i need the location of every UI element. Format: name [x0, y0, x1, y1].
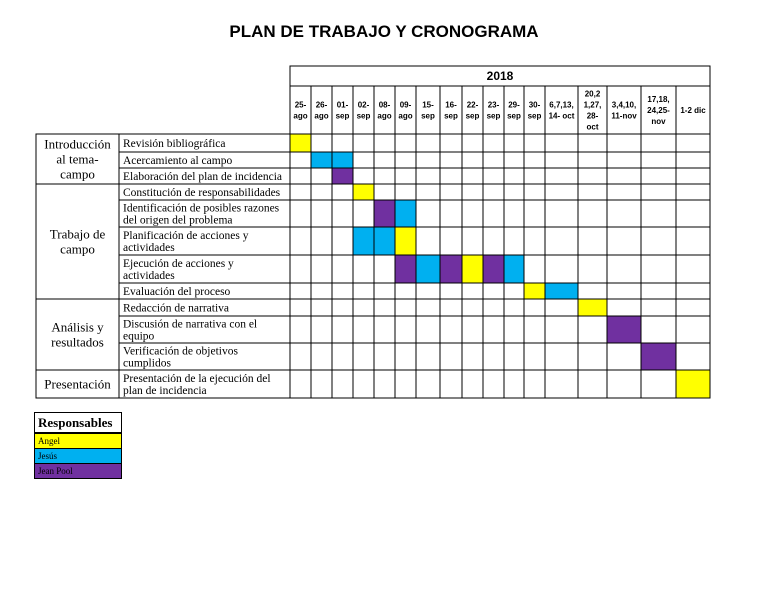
week-label: 30-sep: [527, 100, 542, 121]
schedule-cell: [504, 134, 524, 152]
week-label: 08-ago: [377, 100, 392, 121]
schedule-cell: [332, 299, 353, 316]
week-header-cell: [440, 86, 462, 134]
week-label: 1-2 dic: [680, 105, 706, 115]
schedule-cell: [607, 370, 641, 398]
schedule-cell: [416, 370, 440, 398]
schedule-cell: [607, 168, 641, 184]
schedule-cell-jesus: [311, 152, 332, 168]
schedule-cell: [374, 184, 395, 200]
schedule-cell: [311, 299, 332, 316]
schedule-cell: [462, 152, 483, 168]
schedule-cell: [374, 343, 395, 370]
schedule-cell: [545, 152, 578, 168]
activity-label: Discusión de narrativa con el equipo: [123, 318, 258, 343]
schedule-cell-jesus: [374, 227, 395, 255]
schedule-cell: [290, 343, 311, 370]
schedule-cell: [607, 255, 641, 283]
schedule-cell: [483, 316, 504, 343]
activity-label: Acercamiento al campo: [123, 155, 233, 168]
schedule-cell: [578, 168, 607, 184]
schedule-cell: [416, 168, 440, 184]
schedule-cell: [416, 134, 440, 152]
schedule-cell: [332, 370, 353, 398]
schedule-cell: [607, 200, 641, 227]
schedule-cell: [440, 168, 462, 184]
schedule-cell: [578, 255, 607, 283]
schedule-cell: [416, 283, 440, 299]
schedule-cell-jesus: [416, 255, 440, 283]
schedule-cell: [676, 227, 710, 255]
schedule-cell: [676, 184, 710, 200]
schedule-cell: [462, 227, 483, 255]
schedule-cell: [607, 134, 641, 152]
schedule-cell: [290, 283, 311, 299]
schedule-cell: [545, 343, 578, 370]
schedule-cell: [545, 299, 578, 316]
week-header-cell: [483, 86, 504, 134]
schedule-cell: [676, 134, 710, 152]
schedule-cell: [311, 200, 332, 227]
activity-label: Ejecución de acciones y actividades: [123, 258, 234, 283]
schedule-cell: [311, 370, 332, 398]
schedule-cell: [353, 370, 374, 398]
schedule-cell: [676, 283, 710, 299]
schedule-cell-jeanpool: [395, 255, 416, 283]
schedule-cell: [395, 283, 416, 299]
schedule-cell: [504, 184, 524, 200]
phase-label: Introducción al tema-campo: [44, 136, 111, 182]
schedule-cell: [416, 227, 440, 255]
schedule-cell: [353, 134, 374, 152]
schedule-cell: [311, 343, 332, 370]
schedule-cell: [462, 299, 483, 316]
week-header-cell: [311, 86, 332, 134]
schedule-cell: [483, 200, 504, 227]
schedule-cell: [578, 343, 607, 370]
schedule-cell: [607, 299, 641, 316]
schedule-cell: [545, 255, 578, 283]
schedule-cell: [676, 255, 710, 283]
schedule-cell: [374, 255, 395, 283]
schedule-cell: [290, 255, 311, 283]
schedule-cell: [353, 283, 374, 299]
schedule-cell: [524, 184, 545, 200]
schedule-cell: [311, 283, 332, 299]
schedule-cell: [524, 370, 545, 398]
phase-label: Análisis y resultados: [51, 319, 104, 350]
schedule-cell: [440, 227, 462, 255]
schedule-cell: [395, 299, 416, 316]
schedule-cell: [524, 200, 545, 227]
week-header-cell: [290, 86, 311, 134]
schedule-cell: [483, 168, 504, 184]
schedule-cell: [578, 134, 607, 152]
schedule-cell: [440, 299, 462, 316]
page-title: PLAN DE TRABAJO Y CRONOGRAMA: [229, 22, 539, 41]
week-label: 16-sep: [444, 100, 458, 121]
week-header-cell: [607, 86, 641, 134]
schedule-cell: [395, 184, 416, 200]
schedule-cell: [332, 316, 353, 343]
schedule-cell: [524, 255, 545, 283]
schedule-cell: [578, 316, 607, 343]
schedule-cell: [607, 152, 641, 168]
schedule-cell: [545, 134, 578, 152]
activity-label: Identificación de posibles razones del origen del problema: [123, 202, 280, 227]
schedule-cell: [676, 343, 710, 370]
schedule-cell: [440, 200, 462, 227]
legend-item-angel: Angel: [35, 433, 121, 448]
week-label: 25-ago: [293, 100, 308, 121]
schedule-cell: [290, 316, 311, 343]
schedule-cell: [395, 168, 416, 184]
schedule-cell-jeanpool: [440, 255, 462, 283]
schedule-cell: [483, 299, 504, 316]
schedule-cell: [332, 184, 353, 200]
schedule-cell: [641, 134, 676, 152]
schedule-cell: [524, 134, 545, 152]
schedule-cell: [545, 316, 578, 343]
schedule-cell: [545, 200, 578, 227]
schedule-cell: [641, 299, 676, 316]
schedule-cell: [504, 370, 524, 398]
week-header-cell: [332, 86, 353, 134]
schedule-cell: [524, 316, 545, 343]
schedule-cell-jeanpool: [374, 200, 395, 227]
schedule-cell: [504, 316, 524, 343]
legend: [34, 412, 122, 479]
schedule-cell: [440, 134, 462, 152]
schedule-cell-jeanpool: [607, 316, 641, 343]
activity-label: Presentación de la ejecución del plan de incidencia: [123, 373, 271, 398]
schedule-cell: [332, 283, 353, 299]
schedule-cell: [311, 227, 332, 255]
schedule-cell: [374, 316, 395, 343]
schedule-cell: [462, 200, 483, 227]
schedule-cell: [395, 370, 416, 398]
schedule-cell: [524, 168, 545, 184]
activity-label: Redacción de narrativa: [123, 302, 229, 315]
schedule-cell: [462, 316, 483, 343]
activity-label: Verificación de objetivos cumplidos: [123, 345, 238, 370]
schedule-cell: [374, 299, 395, 316]
week-label: 26-ago: [314, 100, 329, 121]
schedule-cell: [416, 343, 440, 370]
schedule-cell: [416, 200, 440, 227]
schedule-cell: [290, 227, 311, 255]
activity-label: Planificación de acciones y actividades: [123, 230, 249, 255]
year-label: 2018: [486, 69, 514, 83]
schedule-cell: [332, 255, 353, 283]
schedule-cell: [641, 184, 676, 200]
schedule-cell-jesus: [545, 283, 578, 299]
schedule-cell: [676, 168, 710, 184]
schedule-cell-angel: [353, 184, 374, 200]
schedule-cell: [440, 184, 462, 200]
schedule-cell: [578, 184, 607, 200]
schedule-cell: [676, 152, 710, 168]
schedule-cell: [353, 200, 374, 227]
schedule-cell: [290, 299, 311, 316]
week-label: 3,4,10, 11-nov: [611, 100, 637, 121]
schedule-cell: [353, 316, 374, 343]
schedule-cell: [676, 299, 710, 316]
week-label: 20,2 1,27, 28-oct: [583, 89, 602, 132]
week-header-cell: [374, 86, 395, 134]
schedule-cell: [395, 152, 416, 168]
schedule-cell: [641, 200, 676, 227]
schedule-cell: [578, 200, 607, 227]
schedule-cell: [440, 316, 462, 343]
schedule-cell: [353, 152, 374, 168]
legend-item-jeanpool: Jean Pool: [35, 463, 121, 478]
schedule-cell: [504, 299, 524, 316]
schedule-cell: [395, 343, 416, 370]
schedule-cell: [290, 168, 311, 184]
phase-label: Trabajo de campo: [49, 226, 106, 257]
schedule-cell: [374, 168, 395, 184]
schedule-cell: [607, 227, 641, 255]
schedule-cell: [641, 152, 676, 168]
schedule-cell: [332, 134, 353, 152]
phase-label: Presentación: [44, 376, 111, 392]
schedule-cell: [483, 343, 504, 370]
week-label: 22-sep: [465, 100, 480, 121]
week-header-cell: [524, 86, 545, 134]
schedule-cell-jeanpool: [641, 343, 676, 370]
schedule-cell: [545, 370, 578, 398]
schedule-cell: [374, 283, 395, 299]
schedule-cell: [524, 227, 545, 255]
schedule-cell-angel: [578, 299, 607, 316]
schedule-cell: [607, 343, 641, 370]
schedule-cell: [311, 134, 332, 152]
schedule-cell: [462, 134, 483, 152]
schedule-cell: [483, 370, 504, 398]
schedule-cell: [462, 343, 483, 370]
week-label: 23-sep: [486, 100, 501, 121]
week-header-cell: [416, 86, 440, 134]
schedule-cell: [641, 283, 676, 299]
activity-label: Revisión bibliográfica: [123, 138, 226, 151]
schedule-cell: [524, 343, 545, 370]
schedule-cell: [504, 283, 524, 299]
schedule-cell: [416, 152, 440, 168]
schedule-cell: [504, 200, 524, 227]
schedule-cell: [545, 227, 578, 255]
schedule-cell: [578, 370, 607, 398]
week-label: 15-sep: [421, 100, 435, 121]
schedule-cell: [353, 299, 374, 316]
schedule-cell: [641, 227, 676, 255]
week-label: 09-ago: [398, 100, 413, 121]
schedule-cell: [524, 299, 545, 316]
schedule-cell: [641, 168, 676, 184]
schedule-cell: [483, 152, 504, 168]
schedule-cell: [641, 255, 676, 283]
schedule-cell: [353, 255, 374, 283]
schedule-cell: [545, 168, 578, 184]
schedule-cell-jesus: [504, 255, 524, 283]
schedule-cell-angel: [290, 134, 311, 152]
schedule-cell: [332, 343, 353, 370]
schedule-cell: [578, 283, 607, 299]
week-header-cell: [545, 86, 578, 134]
schedule-cell: [416, 184, 440, 200]
schedule-cell: [504, 343, 524, 370]
schedule-cell: [374, 370, 395, 398]
schedule-cell: [578, 227, 607, 255]
schedule-cell: [676, 316, 710, 343]
week-header-cell: [504, 86, 524, 134]
schedule-cell: [440, 152, 462, 168]
schedule-cell: [440, 283, 462, 299]
schedule-cell: [524, 152, 545, 168]
schedule-cell: [483, 227, 504, 255]
schedule-cell: [483, 283, 504, 299]
schedule-cell: [641, 316, 676, 343]
schedule-cell: [332, 227, 353, 255]
activity-label: Elaboración del plan de incidencia: [123, 171, 283, 184]
schedule-cell: [504, 168, 524, 184]
schedule-cell-jesus: [395, 200, 416, 227]
schedule-cell: [290, 200, 311, 227]
week-label: 6,7,13, 14- oct: [548, 100, 575, 121]
week-label: 01-sep: [335, 100, 350, 121]
schedule-cell: [462, 283, 483, 299]
schedule-cell: [416, 299, 440, 316]
week-header-cell: [353, 86, 374, 134]
schedule-cell: [504, 227, 524, 255]
legend-title: Responsables: [35, 413, 121, 433]
schedule-cell: [607, 184, 641, 200]
schedule-cell: [483, 184, 504, 200]
schedule-cell: [374, 152, 395, 168]
schedule-cell: [353, 168, 374, 184]
schedule-cell: [290, 370, 311, 398]
schedule-cell: [374, 134, 395, 152]
activity-label: Evaluación del proceso: [123, 286, 231, 299]
schedule-cell: [641, 370, 676, 398]
schedule-cell-angel: [395, 227, 416, 255]
schedule-cell-jesus: [353, 227, 374, 255]
week-header-cell: [395, 86, 416, 134]
schedule-cell: [353, 343, 374, 370]
schedule-cell-jeanpool: [332, 168, 353, 184]
schedule-cell: [545, 184, 578, 200]
schedule-cell: [290, 152, 311, 168]
week-header-cell: [462, 86, 483, 134]
schedule-cell-angel: [462, 255, 483, 283]
schedule-cell: [462, 184, 483, 200]
schedule-cell: [462, 370, 483, 398]
schedule-cell-angel: [524, 283, 545, 299]
schedule-cell-jeanpool: [483, 255, 504, 283]
schedule-cell: [483, 134, 504, 152]
week-label: 29-sep: [507, 100, 521, 121]
schedule-cell: [416, 316, 440, 343]
schedule-cell: [462, 168, 483, 184]
schedule-cell: [440, 343, 462, 370]
activity-label: Constitución de responsabilidades: [123, 187, 281, 200]
legend-item-jesus: Jesús: [35, 448, 121, 463]
schedule-cell: [332, 200, 353, 227]
schedule-cell: [676, 200, 710, 227]
schedule-cell: [311, 184, 332, 200]
schedule-cell: [607, 283, 641, 299]
schedule-cell-jesus: [332, 152, 353, 168]
schedule-cell: [440, 370, 462, 398]
schedule-cell: [578, 152, 607, 168]
schedule-cell: [395, 316, 416, 343]
schedule-cell: [311, 168, 332, 184]
week-label: 02-sep: [356, 100, 371, 121]
schedule-cell: [290, 184, 311, 200]
schedule-cell: [311, 316, 332, 343]
schedule-cell: [504, 152, 524, 168]
schedule-cell-angel: [676, 370, 710, 398]
schedule-cell: [395, 134, 416, 152]
week-label: 17,18, 24,25-nov: [647, 94, 670, 126]
schedule-cell: [311, 255, 332, 283]
